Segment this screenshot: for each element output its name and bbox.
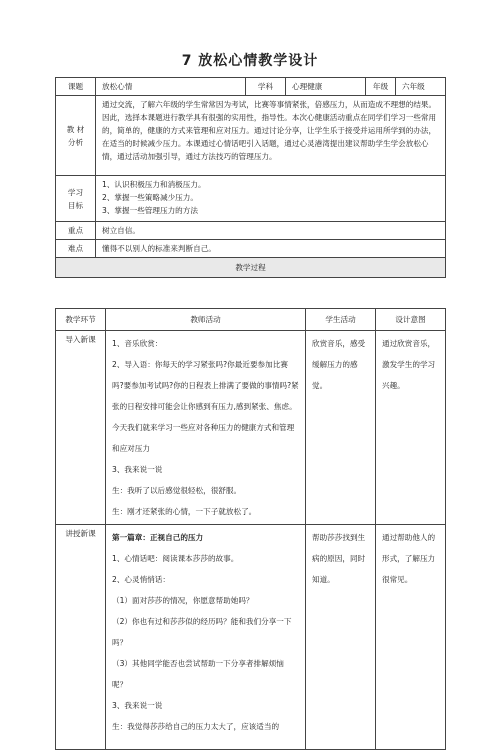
analysis-text: 通过交流，了解六年级的学生常常因为考试，比赛等事情紧张，倍感压力，从而造成不理想的结果。因此，选择本课题进行教学具有很强的实用性，指导性。本次心健康活动重点在同学们学习一些常用的，简单的，健康的方式来管理和应对压力。通过讨论分享，让学生乐于接受并运用所学到的办法，在适当的时候减少压力。本课通过心情话吧引入话题，通过心灵港湾提出建议帮助学生学会放松心情，通过活动加强引导，通过方法技巧的管理压力。 xyxy=(96,96,446,176)
subject-label: 学科 xyxy=(246,78,286,96)
course-value: 放松心情 xyxy=(96,78,246,96)
teacher-line: 生：我听了以后感觉很轻松，很舒服。 xyxy=(112,486,242,495)
teacher-line: 2、心灵悄悄话： xyxy=(112,575,170,584)
teacher-line: 3、我来说一说 xyxy=(112,465,163,474)
teacher-line: （3）其他同学能否也尝试帮助一下分享者排解烦恼呢？ xyxy=(112,659,284,689)
teacher-line: （1）面对莎莎的情况，你愿意帮助她吗？ xyxy=(112,596,254,605)
info-table xyxy=(55,77,446,278)
student-text: 欣赏音乐，感受缓解压力的感觉。 xyxy=(312,339,366,390)
goals-cell xyxy=(96,176,446,222)
grade-value: 六年级 xyxy=(396,78,446,96)
analysis-label-line2: 分析 xyxy=(67,137,84,147)
difficult-value: 懂得不以别人的标准来判断自己。 xyxy=(96,240,446,258)
teacher-cell xyxy=(106,331,306,525)
section-title: 教学过程 xyxy=(56,258,446,278)
page-title: 7 放松心情教学设计 xyxy=(181,53,319,69)
goals-label-line1: 学习 xyxy=(67,187,84,197)
teacher-heading: 第一篇章：正视自己的压力 xyxy=(112,533,204,542)
header-teacher: 教师活动 xyxy=(106,309,306,331)
goals-label-line2: 目标 xyxy=(67,200,84,210)
teacher-line: 生：刚才还紧张的心情，一下子就放松了。 xyxy=(112,507,257,516)
grade-label: 年级 xyxy=(366,78,396,96)
subject-value: 心理健康 xyxy=(286,78,366,96)
intent-cell xyxy=(376,331,446,525)
analysis-label xyxy=(56,96,96,176)
stage-cell: 讲授新课 xyxy=(56,525,106,750)
stage-cell: 导入新课 xyxy=(56,331,106,525)
key-label: 重点 xyxy=(56,222,96,240)
intent-text: 通过帮助他人的形式，了解压力很常见。 xyxy=(382,533,436,584)
teacher-line: （2）你也有过和莎莎似的经历吗？能和我们分享一下吗？ xyxy=(112,617,292,647)
header-student: 学生活动 xyxy=(306,309,376,331)
goal-item: 2、掌握一些策略减少压力。 xyxy=(102,193,198,202)
header-stage: 教学环节 xyxy=(56,309,106,331)
teacher-line: 2、导入语：你每天的学习紧张吗?你最近要参加比赛吗?要参加考试吗?你的日程表上排满了要做的事情吗?紧张的日程安排可能会让你感到有压力,感到紧张、焦虑。今天我们就来学习一些应对各种压力的健康方式和管理和应对压力 xyxy=(112,360,299,453)
teacher-cell xyxy=(106,525,306,750)
goals-label xyxy=(56,176,96,222)
process-table xyxy=(55,308,446,750)
intent-cell xyxy=(376,525,446,750)
intent-text: 通过欣赏音乐，激发学生的学习兴趣。 xyxy=(382,339,436,390)
student-cell xyxy=(306,331,376,525)
teacher-line: 生：我觉得莎莎给自己的压力太大了，应该适当的 xyxy=(112,722,280,731)
goal-item: 3、掌握一些管理压力的方法 xyxy=(102,206,198,215)
goal-item: 1、认识积极压力和消极压力。 xyxy=(102,180,206,189)
course-label: 课题 xyxy=(56,78,96,96)
key-value: 树立自信。 xyxy=(96,222,446,240)
header-intent: 设计意图 xyxy=(376,309,446,331)
student-text: 帮助莎莎找到生病的原因，同时知道。 xyxy=(312,533,366,584)
teacher-line: 3、我来说一说 xyxy=(112,701,163,710)
analysis-label-line1: 教 材 xyxy=(66,124,85,134)
teacher-line: 1、音乐欣赏： xyxy=(112,339,163,348)
difficult-label: 难点 xyxy=(56,240,96,258)
teacher-line: 1、心情话吧：阅读课本莎莎的故事。 xyxy=(112,554,239,563)
student-cell xyxy=(306,525,376,750)
